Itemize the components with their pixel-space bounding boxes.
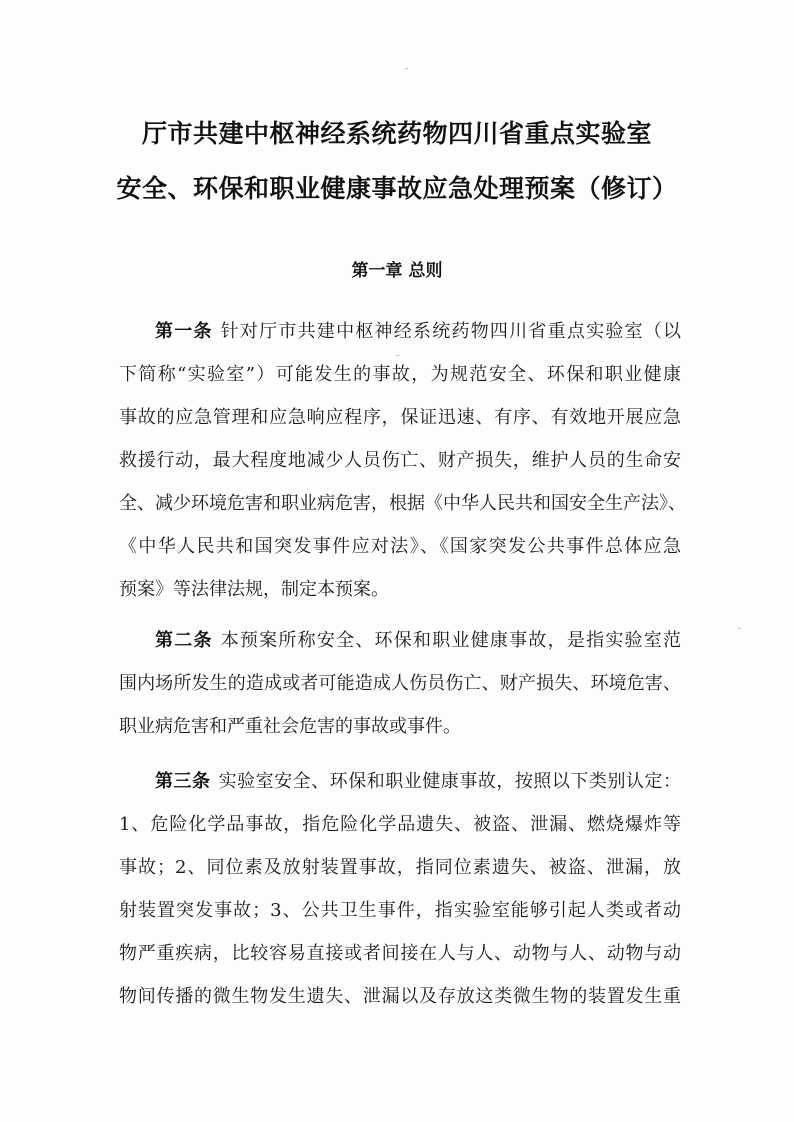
article-2: [119, 619, 681, 748]
article-line: 围内场所发生的造成或者可能造成人伤员伤亡、财产损失、环境危害、: [119, 673, 681, 694]
article-3: [119, 760, 681, 1018]
article-line: [119, 760, 681, 803]
article-label: 第一条: [155, 321, 213, 342]
article-line: 1、危险化学品事故，指危险化学品遗失、被盗、泄漏、燃烧爆炸等: [119, 814, 681, 835]
article-line: 预案》等法律法规，制定本预案。: [119, 579, 389, 600]
article-text: 实验室安全、环保和职业健康事故，按照以下类别认定：: [218, 771, 682, 792]
article-1: [119, 310, 686, 611]
article-label: 第三条: [155, 771, 211, 792]
chapter-heading: 第一章 总则: [351, 261, 443, 281]
article-line: 下简称“实验室”）可能发生的事故，为规范安全、环保和职业健康: [119, 364, 681, 385]
article-label: 第二条: [155, 630, 213, 651]
article-line: 全、减少环境危害和职业病危害，根据《中华人民共和国安全生产法》、: [119, 493, 686, 514]
article-line: 物严重疾病，比较容易直接或者间接在人与人、动物与人、动物与动: [119, 943, 681, 964]
document-title-line-1: 厅市共建中枢神经系统药物四川省重点实验室: [141, 119, 652, 148]
article-line: [119, 310, 681, 353]
article-line: 事故的应急管理和应急响应程序，保证迅速、有序、有效地开展应急: [119, 407, 681, 428]
article-line: 《中华人民共和国突发事件应对法》、《国家突发公共事件总体应急: [119, 536, 681, 557]
scan-speck: [405, 68, 408, 69]
article-line: [119, 619, 681, 662]
article-text: 针对厅市共建中枢神经系统药物四川省重点实验室（以: [220, 321, 682, 342]
article-line: 物间传播的微生物发生遗失、泄漏以及存放这类微生物的装置发生重: [119, 986, 681, 1007]
article-line: 职业病危害和严重社会危害的事故或事件。: [119, 716, 461, 737]
article-line: 救援行动，最大程度地减少人员伤亡、财产损失，维护人员的生命安: [119, 450, 681, 471]
article-line: 事故；2、同位素及放射装置事故，指同位素遗失、被盗、泄漏，放: [119, 857, 681, 878]
scan-speck: [738, 628, 741, 629]
article-line: 射装置突发事故；3、公共卫生事件，指实验室能够引起人类或者动: [119, 900, 681, 921]
article-text: 本预案所称安全、环保和职业健康事故，是指实验室范: [220, 630, 682, 651]
document-title-line-2: 安全、环保和职业健康事故应急处理预案（修订）: [116, 174, 678, 203]
